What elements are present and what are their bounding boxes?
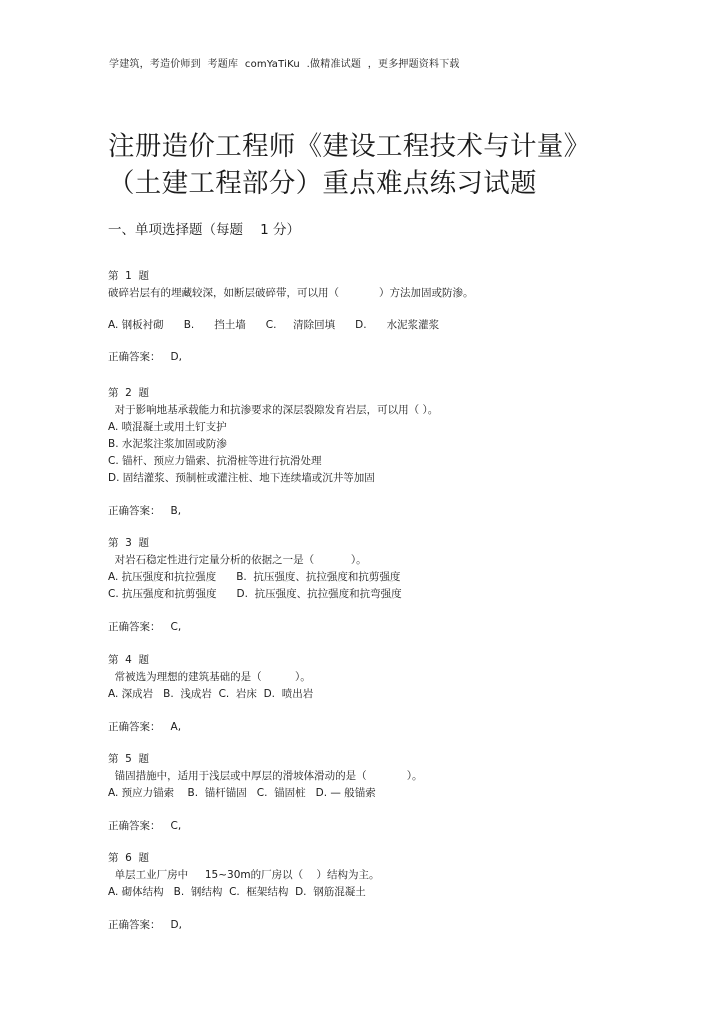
- question-stem: 锚固措施中，适用于浅层或中厚层的滑坡体滑动的是（ ）。: [108, 770, 423, 782]
- option-line: A. 钢板衬砌 B. 挡土墙 C. 清除回填 D. 水泥浆灌浆: [108, 319, 440, 331]
- correct-answer: 正确答案： C,: [108, 621, 182, 633]
- correct-answer: 正确答案： B,: [108, 505, 182, 517]
- option-line: A. 预应力锚索 B. 锚杆锚固 C. 锚固桩 D. — 般锚索: [108, 787, 376, 799]
- section-heading: 一、单项选择题（每题 1 分）: [108, 222, 301, 238]
- question-number: 第 1 题: [108, 270, 150, 282]
- correct-answer: 正确答案： A,: [108, 721, 182, 733]
- question-number: 第 4 题: [108, 654, 150, 666]
- option-line: A. 砌体结构 B. 钢结构 C. 框架结构 D. 钢筋混凝土: [108, 886, 366, 898]
- question-6: [108, 850, 688, 934]
- correct-answer: 正确答案： D,: [108, 919, 182, 931]
- title-line-1: 注册造价工程师《建设工程技术与计量》: [108, 131, 591, 162]
- option-line: C. 抗压强度和抗剪强度 D. 抗压强度、抗拉强度和抗弯强度: [108, 588, 402, 600]
- header-note: 学建筑，考造价师到 考题库 comYaTiKu .做精准试题 ，更多押题资料下载: [109, 59, 460, 70]
- option-line: D. 固结灌浆、预制桩或灌注桩、地下连续墙或沉井等加固: [108, 472, 375, 484]
- question-3: [108, 535, 688, 636]
- question-number: 第 5 题: [108, 753, 150, 765]
- correct-answer: 正确答案： C,: [108, 820, 182, 832]
- option-line: A. 喷混凝土或用土钉支护: [108, 421, 227, 433]
- question-number: 第 6 题: [108, 852, 150, 864]
- question-1: [108, 268, 688, 366]
- document-title: [108, 128, 708, 202]
- question-number: 第 2 题: [108, 387, 150, 399]
- question-2: [108, 385, 688, 520]
- option-line: B. 水泥浆注浆加固或防渗: [108, 438, 227, 450]
- question-5: [108, 751, 688, 835]
- option-line: C. 锚杆、预应力锚索、抗滑桩等进行抗滑处理: [108, 455, 322, 467]
- question-stem: 对于影响地基承载能力和抗渗要求的深层裂隙发育岩层，可以用（ ）。: [108, 404, 439, 416]
- title-line-2: （土建工程部分）重点难点练习试题: [108, 168, 537, 199]
- question-stem: 常被选为理想的建筑基础的是（ ）。: [108, 671, 311, 683]
- correct-answer: 正确答案： D,: [108, 351, 182, 363]
- question-stem: 破碎岩层有的埋藏较深，如断层破碎带，可以用（ ）方法加固或防渗。: [108, 287, 474, 299]
- option-line: A. 深成岩 B. 浅成岩 C. 岩床 D. 喷出岩: [108, 688, 314, 700]
- question-4: [108, 652, 688, 736]
- question-stem: 单层工业厂房中 15~30m的厂房以（ ）结构为主。: [108, 869, 380, 881]
- question-stem: 对岩石稳定性进行定量分析的依据之一是（ ）。: [108, 554, 367, 566]
- question-number: 第 3 题: [108, 537, 150, 549]
- option-line: A. 抗压强度和抗拉强度 B. 抗压强度、抗拉强度和抗剪强度: [108, 571, 401, 583]
